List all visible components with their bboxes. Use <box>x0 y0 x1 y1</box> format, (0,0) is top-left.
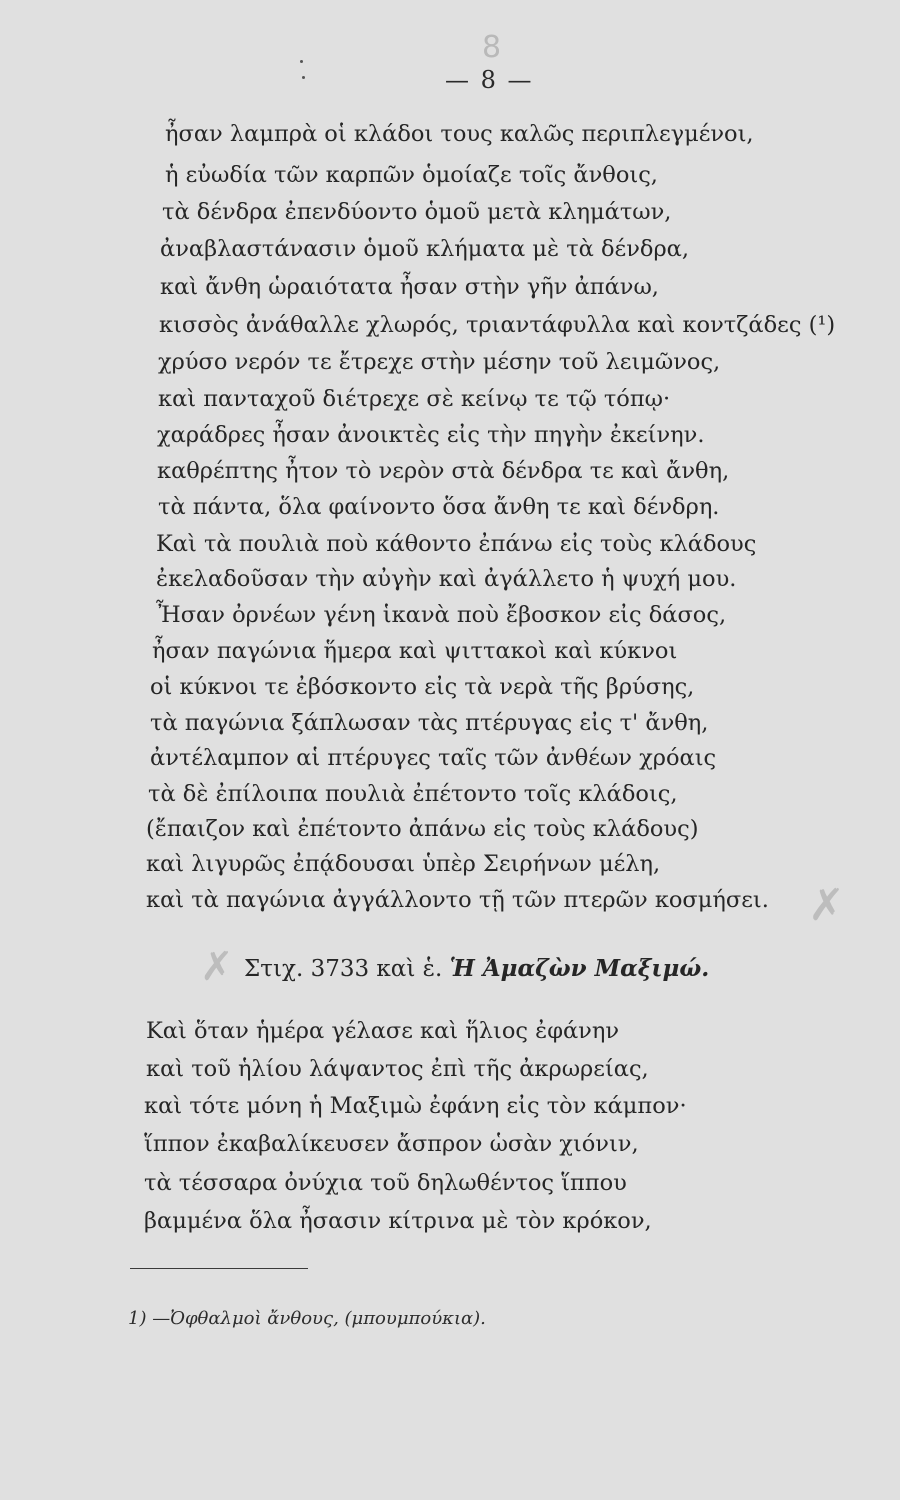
section-line: Καὶ ὅταν ἡμέρα γέλασε καὶ ἥλιος ἐφάνην <box>146 1018 620 1044</box>
poem-line: καὶ λιγυρῶς ἐπᾴδουσαι ὑπὲρ Σειρήνων μέλη, <box>146 851 661 877</box>
poem-line: τὰ παγώνια ξάπλωσαν τὰς πτέρυγας εἰς τ' ἄνθη, <box>150 710 709 736</box>
poem-line: κισσὸς ἀνάθαλλε χλωρός, τριαντάφυλλα καὶ κοντζάδες (¹) <box>159 312 836 338</box>
speck-mark <box>302 76 305 79</box>
section-heading-prefix: Στιχ. 3733 καὶ ἑ. <box>244 956 443 982</box>
poem-line: ἀντέλαμπον αἱ πτέρυγες ταῖς τῶν ἀνθέων χρόαις <box>150 745 717 771</box>
section-heading <box>244 955 709 982</box>
poem-line: (ἔπαιζον καὶ ἐπέτοντο ἀπάνω εἰς τοὺς κλάδους) <box>146 816 699 842</box>
section-line: τὰ τέσσαρα ὀνύχια τοῦ δηλωθέντος ἵππου <box>144 1170 627 1196</box>
pencil-page-mark: 8 <box>482 30 502 65</box>
poem-line: καὶ ἄνθη ὡραιότατα ἦσαν στὴν γῆν ἀπάνω, <box>160 274 659 300</box>
poem-line: Ἦσαν ὀρνέων γένη ἱκανὰ ποὺ ἔβοσκον εἰς δάσος, <box>156 602 727 628</box>
speck-mark <box>300 60 303 63</box>
poem-line: καὶ τὰ παγώνια ἀγγάλλοντο τῇ τῶν πτερῶν κοσμήσει. <box>146 887 769 913</box>
page-number: — 8 — <box>445 66 534 94</box>
poem-line: χρύσο νερόν τε ἔτρεχε στὴν μέσην τοῦ λειμῶνος, <box>158 349 721 375</box>
poem-line: τὰ δὲ ἐπίλοιπα πουλιὰ ἐπέτοντο τοῖς κλάδοις, <box>148 781 678 807</box>
poem-line: τὰ πάντα, ὅλα φαίνοντο ὅσα ἄνθη τε καὶ δένδρη. <box>158 494 720 520</box>
section-heading-title: Ἡ Ἀμαζὼν Μαξιμώ. <box>449 955 710 982</box>
footnote-divider <box>130 1268 308 1269</box>
poem-line: καὶ πανταχοῦ διέτρεχε σὲ κείνῳ τε τῷ τόπῳ· <box>158 386 671 412</box>
section-line: ἵππον ἐκαβαλίκευσεν ἄσπρον ὡσὰν χιόνιν, <box>144 1131 639 1157</box>
poem-line: καθρέπτης ἦτον τὸ νερὸν στὰ δένδρα τε καὶ ἄνθη, <box>157 458 730 484</box>
section-line: καὶ τότε μόνη ἡ Μαξιμὼ ἐφάνη εἰς τὸν κάμπον· <box>144 1093 687 1119</box>
footnote: 1) —Ὀφθαλμοὶ ἄνθους, (μπουμπούκια). <box>128 1308 486 1329</box>
section-line: καὶ τοῦ ἡλίου λάψαντος ἐπὶ τῆς ἀκρωρείας, <box>146 1056 649 1082</box>
poem-line: ἡ εὐωδία τῶν καρπῶν ὁμοίαζε τοῖς ἄνθοις, <box>165 162 658 188</box>
poem-line: ἀναβλαστάνασιν ὁμοῦ κλήματα μὲ τὰ δένδρα, <box>160 236 690 262</box>
pencil-cross-mark: ✗ <box>808 880 845 931</box>
poem-line: ἦσαν παγώνια ἥμερα καὶ ψιττακοὶ καὶ κύκνοι <box>152 638 678 664</box>
poem-line: χαράδρες ἦσαν ἀνοικτὲς εἰς τὴν πηγὴν ἐκείνην. <box>157 422 705 448</box>
pencil-cross-mark: ✗ <box>200 944 234 990</box>
section-line: βαμμένα ὅλα ἦσασιν κίτρινα μὲ τὸν κρόκον, <box>144 1208 652 1234</box>
poem-line: Καὶ τὰ πουλιὰ ποὺ κάθοντο ἐπάνω εἰς τοὺς κλάδους <box>156 531 757 557</box>
poem-line: τὰ δένδρα ἐπενδύοντο ὁμοῦ μετὰ κλημάτων, <box>162 199 672 225</box>
poem-line: ἐκελαδοῦσαν τὴν αὐγὴν καὶ ἀγάλλετο ἡ ψυχή μου. <box>156 566 737 592</box>
poem-line: οἱ κύκνοι τε ἐβόσκοντο εἰς τὰ νερὰ τῆς βρύσης, <box>150 674 695 700</box>
poem-line: ἦσαν λαμπρὰ οἱ κλάδοι τους καλῶς περιπλεγμένοι, <box>165 121 754 147</box>
